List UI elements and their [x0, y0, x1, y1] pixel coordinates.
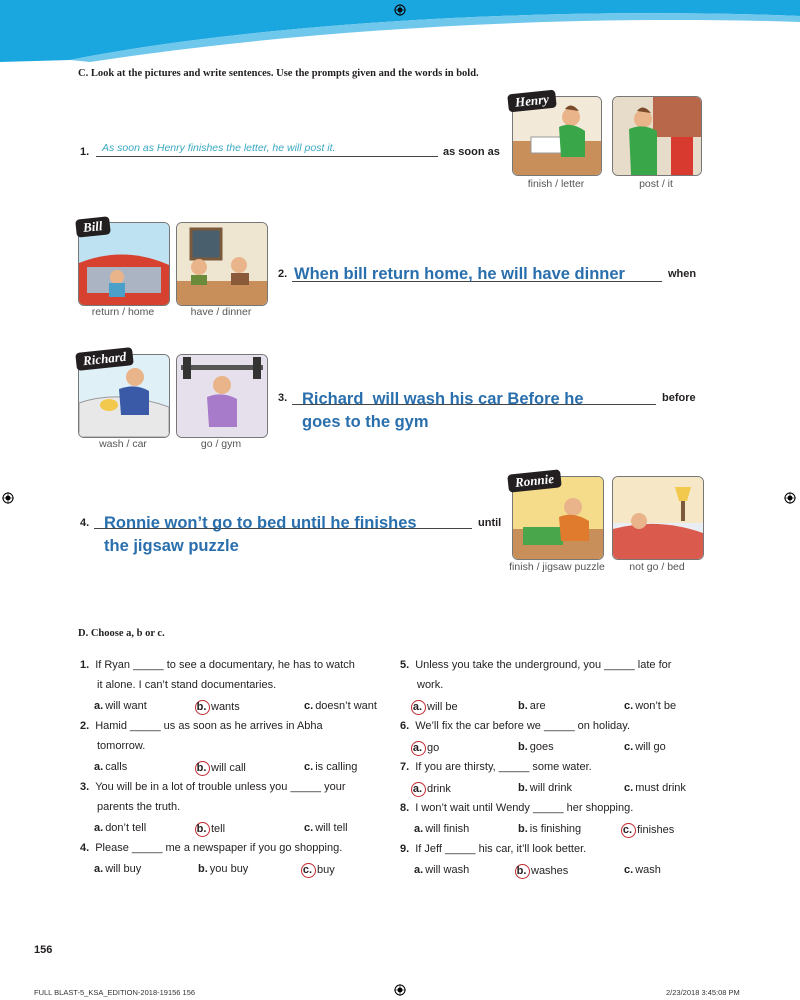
option-text: don’t tell	[105, 822, 147, 834]
question-5	[400, 655, 671, 676]
selected-answer-circle	[195, 822, 210, 837]
answer-option[interactable]	[624, 782, 686, 794]
option-text: you buy	[209, 863, 249, 875]
answer-option[interactable]	[198, 761, 246, 776]
option-letter: b.	[516, 865, 527, 877]
question-text-cont: work.	[417, 679, 444, 691]
question-6	[400, 716, 630, 737]
answer-option[interactable]	[518, 782, 572, 794]
option-text: finishes	[637, 824, 675, 836]
answer-option[interactable]	[624, 700, 676, 712]
option-letter: c.	[304, 700, 314, 712]
answer-option[interactable]	[198, 863, 248, 875]
picture-caption: post / it	[639, 178, 673, 190]
selected-answer-circle	[195, 761, 210, 776]
picture-caption: have / dinner	[190, 306, 252, 318]
picture-ronnie-bed	[612, 476, 704, 560]
answer-option[interactable]	[624, 823, 674, 838]
option-letter: a.	[94, 700, 104, 712]
option-text: will tell	[315, 822, 348, 834]
option-text: must drink	[635, 782, 686, 794]
handwritten-answer: Richard will wash his car Before he	[302, 390, 584, 408]
option-letter: c.	[622, 824, 633, 836]
answer-option[interactable]	[304, 863, 335, 878]
option-letter: c.	[624, 700, 634, 712]
handwritten-answer: When bill return home, he will have dinner	[294, 265, 625, 283]
option-text: is finishing	[529, 823, 582, 835]
option-letter: a.	[412, 783, 423, 795]
option-text: doesn’t want	[315, 700, 377, 712]
answer-option[interactable]	[94, 863, 141, 875]
answer-option[interactable]	[94, 761, 127, 773]
answer-option[interactable]	[414, 741, 439, 756]
option-text: drink	[427, 783, 451, 795]
handwritten-answer: the jigsaw puzzle	[104, 537, 239, 555]
option-text: will buy	[105, 863, 142, 875]
answer-option[interactable]	[518, 823, 581, 835]
selected-answer-circle	[411, 782, 426, 797]
footer-file-info: FULL BLAST-5_KSA_EDITION-2018-19156 156	[34, 988, 196, 997]
question-number: 8.	[400, 802, 410, 814]
option-text: will go	[635, 741, 666, 753]
question-text: We’ll fix the car before we _____ on holiday.	[415, 720, 631, 732]
footer-timestamp: 2/23/2018 3:45:08 PM	[666, 988, 740, 997]
option-letter: b.	[198, 863, 208, 875]
item-number: 2.	[278, 268, 288, 280]
option-text: wants	[211, 701, 240, 713]
registration-mark-icon	[2, 492, 14, 504]
option-text: will wash	[425, 864, 470, 876]
option-text: tell	[211, 823, 226, 835]
answer-option[interactable]	[414, 864, 469, 876]
question-7	[400, 757, 592, 778]
option-text: washes	[531, 865, 569, 877]
option-text: won’t be	[635, 700, 677, 712]
question-number: 5.	[400, 659, 410, 671]
option-text: buy	[317, 864, 335, 876]
answer-option[interactable]	[198, 700, 240, 715]
picture-caption: return / home	[91, 306, 155, 318]
question-3	[80, 777, 346, 798]
answer-option[interactable]	[518, 700, 546, 712]
option-letter: a.	[94, 761, 104, 773]
question-text: If Ryan _____ to see a documentary, he has to watch	[95, 659, 355, 671]
question-9	[400, 839, 586, 860]
option-letter: b.	[518, 782, 528, 794]
question-number: 4.	[80, 842, 90, 854]
question-number: 6.	[400, 720, 410, 732]
option-text: will finish	[425, 823, 470, 835]
character-tag: Henry	[507, 90, 557, 113]
keyword: before	[662, 392, 696, 404]
option-text: calls	[105, 761, 128, 773]
selected-answer-circle	[411, 700, 426, 715]
option-text: wash	[635, 864, 661, 876]
option-letter: a.	[94, 822, 104, 834]
question-text: Unless you take the underground, you _____ late for	[415, 659, 672, 671]
answer-option[interactable]	[94, 700, 147, 712]
section-d-instruction: D. Choose a, b or c.	[78, 628, 165, 639]
option-letter: b.	[518, 741, 528, 753]
character-tag: Ronnie	[507, 469, 562, 492]
answer-option[interactable]	[624, 864, 661, 876]
selected-answer-circle	[621, 823, 636, 838]
question-text-cont: it alone. I can’t stand documentaries.	[97, 679, 277, 691]
option-letter: b.	[196, 701, 207, 713]
picture-caption: finish / jigsaw puzzle	[509, 561, 605, 573]
option-letter: c.	[302, 864, 313, 876]
registration-mark-icon	[394, 4, 406, 16]
answer-option[interactable]	[518, 864, 568, 879]
option-text: will want	[105, 700, 147, 712]
option-letter: c.	[304, 761, 314, 773]
picture-caption: wash / car	[99, 438, 147, 450]
picture-henry-posting	[612, 96, 702, 176]
question-number: 9.	[400, 843, 410, 855]
item-number: 3.	[278, 392, 288, 404]
question-1	[80, 655, 355, 676]
question-text: Please _____ me a newspaper if you go shopping.	[95, 842, 343, 854]
answer-option[interactable]	[518, 741, 554, 753]
option-text: go	[427, 742, 440, 754]
option-letter: b.	[196, 823, 207, 835]
handwritten-answer: goes to the gym	[302, 413, 429, 431]
answer-option[interactable]	[414, 700, 458, 715]
question-number: 3.	[80, 781, 90, 793]
option-letter: b.	[518, 700, 528, 712]
option-text: will call	[211, 762, 246, 774]
question-text: Hamid _____ us as soon as he arrives in Abha	[95, 720, 323, 732]
character-tag: Bill	[75, 216, 110, 237]
model-answer: As soon as Henry finishes the letter, he will post it.	[102, 142, 336, 154]
selected-answer-circle	[411, 741, 426, 756]
option-text: is calling	[315, 761, 358, 773]
selected-answer-circle	[301, 863, 316, 878]
option-letter: a.	[94, 863, 104, 875]
option-letter: a.	[414, 864, 424, 876]
question-text: If Jeff _____ his car, it’ll look better.	[415, 843, 587, 855]
option-letter: a.	[412, 742, 423, 754]
option-text: goes	[529, 741, 554, 753]
option-letter: a.	[414, 823, 424, 835]
question-number: 2.	[80, 720, 90, 732]
keyword: when	[668, 268, 697, 280]
question-4	[80, 838, 342, 859]
answer-option[interactable]	[414, 782, 451, 797]
option-letter: a.	[412, 701, 423, 713]
option-letter: b.	[518, 823, 528, 835]
picture-richard-gym	[176, 354, 268, 438]
answer-option[interactable]	[414, 823, 469, 835]
option-letter: c.	[304, 822, 314, 834]
character-tag: Richard	[75, 347, 134, 371]
option-letter: b.	[196, 762, 207, 774]
keyword: as soon as	[443, 146, 500, 158]
answer-line	[96, 156, 438, 157]
answer-option[interactable]	[304, 822, 348, 834]
registration-mark-icon	[784, 492, 796, 504]
keyword: until	[478, 517, 502, 529]
question-text: You will be in a lot of trouble unless you _____ your	[95, 781, 346, 793]
item-number: 4.	[80, 517, 90, 529]
option-letter: c.	[624, 741, 634, 753]
picture-caption: finish / letter	[527, 178, 585, 190]
answer-option[interactable]	[198, 822, 225, 837]
picture-caption: not go / bed	[629, 561, 685, 573]
option-letter: c.	[624, 782, 634, 794]
question-number: 7.	[400, 761, 410, 773]
question-text-cont: tomorrow.	[97, 740, 146, 752]
registration-mark-icon	[394, 984, 406, 996]
answer-option[interactable]	[304, 700, 377, 712]
option-text: will drink	[529, 782, 572, 794]
answer-option[interactable]	[304, 761, 357, 773]
option-text: will be	[427, 701, 458, 713]
question-text-cont: parents the truth.	[97, 801, 181, 813]
option-text: are	[529, 700, 546, 712]
picture-bill-dinner	[176, 222, 268, 306]
section-c-instruction: C. Look at the pictures and write sentences. Use the prompts given and the words in bold.	[78, 68, 479, 79]
handwritten-answer: Ronnie won’t go to bed until he finishes	[104, 514, 417, 532]
answer-option[interactable]	[624, 741, 666, 753]
question-2	[80, 716, 323, 737]
selected-answer-circle	[195, 700, 210, 715]
question-number: 1.	[80, 659, 90, 671]
picture-caption: go / gym	[200, 438, 242, 450]
answer-option[interactable]	[94, 822, 146, 834]
option-letter: c.	[624, 864, 634, 876]
item-number: 1.	[80, 146, 90, 158]
question-text: I won’t wait until Wendy _____ her shopping.	[415, 802, 634, 814]
page-number: 156	[34, 944, 53, 956]
question-text: If you are thirsty, _____ some water.	[415, 761, 592, 773]
question-8	[400, 798, 633, 819]
selected-answer-circle	[515, 864, 530, 879]
